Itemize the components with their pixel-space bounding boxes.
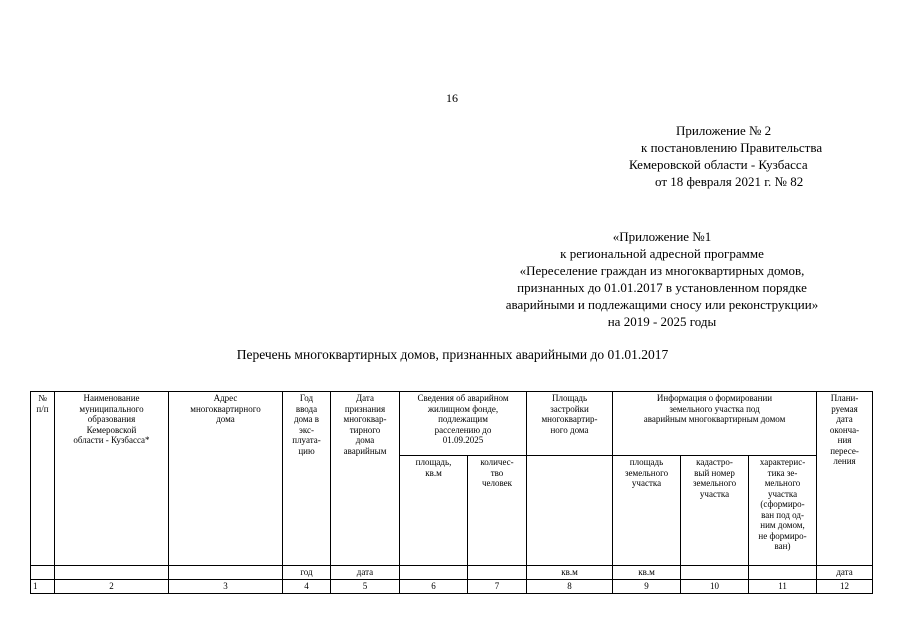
column-number: 10 [681,580,749,594]
appendix-1-line: «Приложение №1 [612,229,712,244]
column-number: 9 [613,580,681,594]
header-building-area: Площадь застройки многоквартир- ного дома [527,392,613,456]
appendix-1-line: к региональной адресной программе [560,246,764,261]
column-number: 6 [400,580,468,594]
column-number: 4 [283,580,331,594]
column-number: 7 [468,580,527,594]
unit-cell [681,566,749,580]
header-municipality: Наименование муниципального образования Кемеровской области - Кузбасса* [55,392,169,566]
subheader-empty [527,456,613,566]
appendix-2-block [560,122,890,190]
unit-cell [55,566,169,580]
column-number: 5 [331,580,400,594]
header-land-info: Информация о формировании земельного участка под аварийным многоквартирным домом [613,392,817,456]
appendix-1-line: на 2019 - 2025 годы [607,314,717,329]
header-planned-date: Плани- руемая дата оконча- ния пересе- ления [817,392,873,566]
appendix-2-line: Приложение № 2 [676,123,772,138]
subheader-cadastral-number: кадастро- вый номер земельного участка [681,456,749,566]
header-housing-info: Сведения об аварийном жилищном фонде, подлежащим расселению до 01.09.2025 [400,392,527,456]
appendix-2-line: к постановлению Правительства [641,140,823,155]
subheader-people-count: количес- тво человек [468,456,527,566]
appendix-2-line: Кемеровской области - Кузбасса [629,157,808,172]
appendix-1-line: признанных до 01.01.2017 в установленном порядке [517,280,807,295]
unit-year: год [283,566,331,580]
unit-cell [749,566,817,580]
header-commission-year: Год ввода дома в экс- плуата- цию [283,392,331,566]
unit-cell [169,566,283,580]
unit-cell [400,566,468,580]
appendix-1-line: аварийными и подлежащими сносу или реконструкции» [505,297,819,312]
column-number: 2 [55,580,169,594]
column-number: 1 [31,580,55,594]
unit-sqm: кв.м [527,566,613,580]
subheader-area: площадь, кв.м [400,456,468,566]
subheader-land-characteristic: характерис- тика зе- мельного участка (сформиро- ван под од- ним домом, не формиро- ван) [749,456,817,566]
unit-cell [468,566,527,580]
appendix-1-line: «Переселение граждан из многоквартирных домов, [519,263,805,278]
appendix-2-line: от 18 февраля 2021 г. № 82 [655,174,804,189]
unit-date: дата [817,566,873,580]
unit-date: дата [331,566,400,580]
subheader-land-area: площадь земельного участка [613,456,681,566]
column-number: 11 [749,580,817,594]
header-number: № п/п [31,392,55,566]
column-number: 8 [527,580,613,594]
column-number: 12 [817,580,873,594]
housing-table [30,391,873,594]
unit-sqm: кв.м [613,566,681,580]
unit-cell [31,566,55,580]
page-number: 16 [446,91,458,105]
column-number: 3 [169,580,283,594]
appendix-1-block [412,228,905,330]
header-emergency-date: Дата признания многоквар- тирного дома аварийным [331,392,400,566]
list-title: Перечень многоквартирных домов, признанных аварийными до 01.01.2017 [236,347,669,362]
header-address: Адрес многоквартирного дома [169,392,283,566]
